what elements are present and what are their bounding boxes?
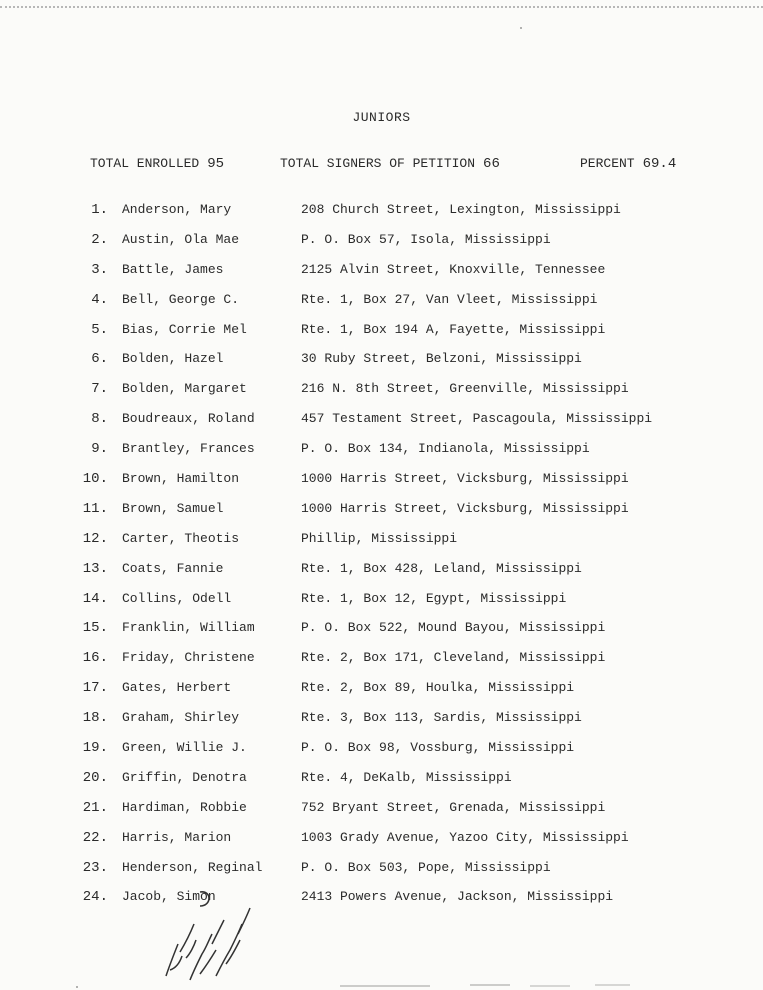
list-item xyxy=(0,262,763,292)
signer-name: Brantley, Frances xyxy=(122,441,255,457)
entry-number: 3. xyxy=(91,261,108,278)
signer-address: 2125 Alvin Street, Knoxville, Tennessee xyxy=(301,261,606,277)
handwritten-note xyxy=(160,884,270,984)
signer-name: Green, Willie J. xyxy=(122,740,247,756)
signer-name: Bell, George C. xyxy=(122,291,240,307)
list-item xyxy=(0,740,763,770)
signer-address: 2413 Powers Avenue, Jackson, Mississippi xyxy=(301,889,614,905)
list-item xyxy=(0,381,763,411)
signer-name: Anderson, Mary xyxy=(122,202,232,217)
signer-name: Bolden, Hazel xyxy=(122,351,224,367)
percent xyxy=(580,156,676,172)
total-signers-value: 66 xyxy=(483,156,500,172)
entry-number: 21. xyxy=(82,799,108,816)
entry-number: 7. xyxy=(91,381,108,398)
signer-address: 216 N. 8th Street, Greenville, Mississippi xyxy=(301,381,629,397)
signer-name: Battle, James xyxy=(122,261,224,277)
entry-number: 20. xyxy=(82,769,108,786)
entry-number: 17. xyxy=(82,680,108,697)
entry-number: 24. xyxy=(82,889,108,906)
list-item xyxy=(0,322,763,352)
total-signers-label: TOTAL SIGNERS OF PETITION xyxy=(280,156,476,171)
signer-address: Rte. 1, Box 428, Leland, Mississippi xyxy=(301,560,582,576)
list-item xyxy=(0,471,763,501)
signer-address: Phillip, Mississippi xyxy=(301,530,458,546)
percent-label: PERCENT xyxy=(580,156,635,171)
list-item xyxy=(0,351,763,381)
signer-address: Rte. 1, Box 12, Egypt, Mississippi xyxy=(301,590,567,606)
list-item xyxy=(0,830,763,860)
entry-number: 18. xyxy=(82,710,108,727)
list-item xyxy=(0,501,763,531)
signer-name: Brown, Samuel xyxy=(122,500,224,516)
entry-number: 23. xyxy=(82,859,108,876)
entry-number: 19. xyxy=(82,740,108,757)
list-item xyxy=(0,770,763,800)
signer-list xyxy=(0,202,763,919)
signer-address: 1000 Harris Street, Vicksburg, Mississippi xyxy=(301,471,629,487)
entry-number: 5. xyxy=(91,321,108,338)
signer-address: Rte. 1, Box 27, Van Vleet, Mississippi xyxy=(301,291,598,307)
total-enrolled-value: 95 xyxy=(207,156,225,172)
signer-address: P. O. Box 98, Vossburg, Mississippi xyxy=(301,740,575,756)
entry-number: 1. xyxy=(91,202,108,218)
entry-number: 13. xyxy=(82,560,108,577)
list-item xyxy=(0,680,763,710)
entry-number: 22. xyxy=(82,829,108,846)
signer-name: Austin, Ola Mae xyxy=(122,231,240,247)
signer-address: P. O. Box 522, Mound Bayou, Mississippi xyxy=(301,620,606,636)
list-item xyxy=(0,202,763,232)
signer-name: Henderson, Reginal xyxy=(122,859,263,875)
signer-name: Griffin, Denotra xyxy=(122,769,247,785)
signer-address: 457 Testament Street, Pascagoula, Mississippi xyxy=(301,411,653,427)
list-item xyxy=(0,800,763,830)
signer-address: Rte. 2, Box 89, Houlka, Mississippi xyxy=(301,680,575,696)
signer-name: Bolden, Margaret xyxy=(122,381,247,397)
signer-address: Rte. 2, Box 171, Cleveland, Mississippi xyxy=(301,650,606,666)
signer-address: P. O. Box 503, Pope, Mississippi xyxy=(301,859,551,875)
signer-name: Coats, Fannie xyxy=(122,560,224,576)
signer-address: Rte. 3, Box 113, Sardis, Mississippi xyxy=(301,710,582,726)
entry-number: 10. xyxy=(82,471,108,488)
entry-number: 15. xyxy=(82,620,108,637)
list-item xyxy=(0,411,763,441)
list-item xyxy=(0,620,763,650)
paper-speck xyxy=(520,27,522,29)
signer-name: Hardiman, Robbie xyxy=(122,799,247,815)
signer-address: P. O. Box 57, Isola, Mississippi xyxy=(301,231,551,247)
entry-number: 12. xyxy=(82,530,108,547)
entry-number: 14. xyxy=(82,590,108,607)
signer-name: Friday, Christene xyxy=(122,650,255,666)
signer-address: 752 Bryant Street, Grenada, Mississippi xyxy=(301,799,606,815)
signer-name: Brown, Hamilton xyxy=(122,471,240,487)
bottom-edge-marks xyxy=(340,982,640,988)
signer-address: P. O. Box 134, Indianola, Mississippi xyxy=(301,441,590,457)
signer-name: Harris, Marion xyxy=(122,829,232,845)
list-item xyxy=(0,531,763,561)
total-signers xyxy=(280,156,500,172)
entry-number: 6. xyxy=(91,351,108,368)
signer-address: Rte. 4, DeKalb, Mississippi xyxy=(301,769,512,785)
entry-number: 9. xyxy=(91,441,108,458)
total-enrolled xyxy=(90,156,224,172)
total-enrolled-label: TOTAL ENROLLED xyxy=(90,156,200,171)
list-item xyxy=(0,561,763,591)
list-item xyxy=(0,650,763,680)
signer-name: Boudreaux, Roland xyxy=(122,411,255,427)
list-item xyxy=(0,710,763,740)
entry-number: 11. xyxy=(82,500,108,517)
entry-number: 2. xyxy=(91,231,108,248)
signer-name: Gates, Herbert xyxy=(122,680,232,696)
signer-name: Graham, Shirley xyxy=(122,710,240,726)
list-item xyxy=(0,232,763,262)
list-item xyxy=(0,860,763,890)
entry-number: 8. xyxy=(91,411,108,428)
entry-number: 4. xyxy=(91,291,108,308)
list-item xyxy=(0,591,763,621)
paper-speck xyxy=(76,986,78,988)
page-title: JUNIORS xyxy=(352,110,411,125)
entry-number: 16. xyxy=(82,650,108,667)
signer-name: Jacob, Simon xyxy=(122,889,216,905)
percent-value: 69.4 xyxy=(642,156,677,172)
signer-address: 1000 Harris Street, Vicksburg, Mississippi xyxy=(301,500,629,516)
list-item xyxy=(0,441,763,471)
signer-name: Franklin, William xyxy=(122,620,255,636)
list-item xyxy=(0,889,763,919)
signer-address: Rte. 1, Box 194 A, Fayette, Mississippi xyxy=(301,321,606,337)
list-item xyxy=(0,292,763,322)
signer-address: 208 Church Street, Lexington, Mississippi xyxy=(301,202,621,217)
signer-address: 30 Ruby Street, Belzoni, Mississippi xyxy=(301,351,582,367)
signer-name: Collins, Odell xyxy=(122,590,232,606)
signer-name: Carter, Theotis xyxy=(122,530,240,546)
signer-address: 1003 Grady Avenue, Yazoo City, Mississippi xyxy=(301,829,629,845)
perforated-top-edge xyxy=(0,6,763,8)
signer-name: Bias, Corrie Mel xyxy=(122,321,247,337)
